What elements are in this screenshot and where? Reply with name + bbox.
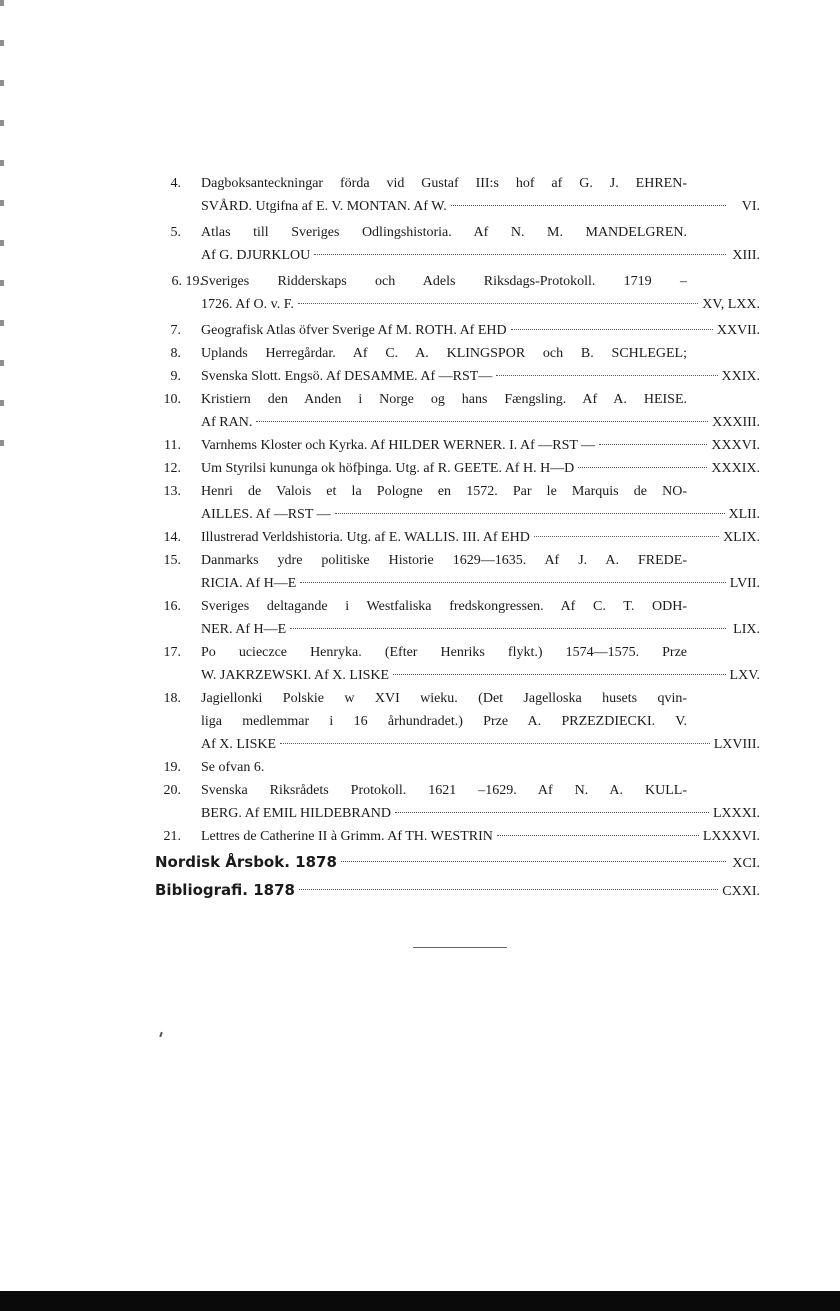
toc-entry [155,457,760,480]
entry-title-line: RICIA. Af H—E [201,576,297,591]
dot-leader [300,582,726,583]
entry-number: 8. [170,346,181,361]
entry-page: XXIX. [721,369,760,384]
entry-number: 10. [163,392,181,407]
section-page: XCI. [732,856,760,871]
entry-title-line: NER. Af H—E [201,622,287,637]
section-title: Nordisk Årsbok. 1878 [155,853,337,871]
scan-speck [159,1032,163,1037]
entry-page: XV, LXX. [702,297,760,312]
dot-leader [451,205,726,206]
entry-number: 4. [170,176,181,191]
entry-title-line: Danmarks ydre politiske Historie 1629—1635. Af J. A. FREDE- [201,553,687,568]
entry-page: XXXIII. [712,415,760,430]
entry-title-line: Lettres de Catherine II à Grimm. Af TH. WESTRIN [201,829,493,844]
dot-leader [578,467,707,468]
dot-leader [298,303,698,304]
toc-entry [155,526,760,549]
toc-entry [155,365,760,388]
entry-title-line: Svenska Riksrådets Protokoll. 1621 –1629. Af N. A. KULL- [201,783,687,798]
dot-leader [511,329,713,330]
entry-number: 9. [170,369,181,384]
dot-leader [341,861,726,862]
entry-number: 14. [163,530,181,545]
dot-leader [534,536,719,537]
entry-page: XXXVI. [711,438,760,453]
entry-page: XLII. [728,507,760,522]
entry-title-line: Uplands Herregårdar. Af C. A. KLINGSPOR och B. SCHLEGEL; [201,346,687,361]
toc-entry [155,549,760,595]
entry-title-line: Af G. DJURKLOU [201,248,311,263]
dot-leader [299,889,718,890]
toc-entry [155,825,760,848]
dot-leader [280,743,710,744]
entry-number: 17. [163,645,181,660]
entry-page: VI. [741,199,760,214]
entry-number: 11. [164,438,181,453]
entry-page: LXV. [729,668,760,683]
toc-entry [155,687,760,756]
toc-entry [155,342,760,365]
dot-leader [393,674,725,675]
toc-entry [155,595,760,641]
toc-entry [155,756,760,779]
entry-page: LVII. [729,576,760,591]
entry-title-line: Dagboksanteckningar förda vid Gustaf III:s hof af G. J. EHREN- [201,176,687,191]
entry-number: 20. [163,783,181,798]
entry-title-line: BERG. Af EMIL HILDEBRAND [201,806,392,821]
dot-leader [256,421,708,422]
section-page: CXXI. [722,884,760,899]
entry-number: 18. [163,691,181,706]
entry-page: LXVIII. [713,737,760,752]
section-title: Bibliografi. 1878 [155,881,295,899]
entry-title-line: Um Styrilsi kununga ok höfþinga. Utg. af R. GEETE. Af H. H—D [201,461,575,476]
entry-number: 6. 19. [171,274,203,289]
section-heading [155,849,760,877]
entry-number: 7. [170,323,181,338]
entry-number: 15. [163,553,181,568]
toc-entry [155,172,760,218]
closing-rule [413,947,507,948]
scan-bottom-border [0,1291,840,1311]
entry-title-line: AILLES. Af —RST — [201,507,331,522]
toc-entry [155,270,760,316]
entry-title-line: W. JAKRZEWSKI. Af X. LISKE [201,668,390,683]
entry-number: 21. [163,829,181,844]
dot-leader [314,254,726,255]
entry-number: 13. [163,484,181,499]
toc-entry [155,434,760,457]
entry-page: XXVII. [716,323,760,338]
entry-page: XLIX. [723,530,760,545]
dot-leader [496,375,717,376]
entry-title-line: Af X. LISKE [201,737,277,752]
dot-leader [599,444,707,445]
entry-title-line: Sveriges Ridderskaps och Adels Riksdags-Protokoll. 1719 – [201,274,687,289]
entry-title-line: Varnhems Kloster och Kyrka. Af HILDER WERNER. I. Af —RST — [201,438,596,453]
entry-title-line: Po ucieczce Henryka. (Efter Henriks flykt.) 1574—1575. Prze [201,645,687,660]
scan-edge-marks [0,0,4,460]
toc-entry [155,319,760,342]
toc-entry [155,221,760,267]
toc-entry [155,641,760,687]
entry-title-line: Kristiern den Anden i Norge og hans Fængsling. Af A. HEISE. [201,392,687,407]
entry-title-line: Geografisk Atlas öfver Sverige Af M. ROTH. Af EHD [201,323,507,338]
entry-number: 16. [163,599,181,614]
entry-title-line: Sveriges deltagande i Westfaliska fredskongressen. Af C. T. ODH- [201,599,687,614]
entry-title-line: Jagiellonki Polskie w XVI wieku. (Det Jagelloska husets qvin- [201,691,687,706]
toc-entry [155,480,760,526]
entry-title-line: SVÅRD. Utgifna af E. V. MONTAN. Af W. [201,199,447,214]
entry-number: 12. [163,461,181,476]
table-of-contents [155,172,760,905]
toc-entry [155,779,760,825]
entry-page: LXXXI. [712,806,760,821]
entry-page: XXXIX. [711,461,760,476]
toc-entry [155,388,760,434]
section-heading [155,877,760,905]
entry-number: 19. [163,760,181,775]
dot-leader [395,812,709,813]
entry-title-line: Svenska Slott. Engsö. Af DESAMME. Af —RST— [201,369,493,384]
entry-title-line: 1726. Af O. v. F. [201,297,294,312]
entry-page: LXXXVI. [702,829,760,844]
entry-page: XIII. [732,248,760,263]
entry-title-line: Atlas till Sveriges Odlingshistoria. Af N. M. MANDELGREN. [201,225,687,240]
entry-title-line: liga medlemmar i 16 århundradet.) Prze A. PRZEZDIECKI. V. [201,714,687,729]
entry-title-line: Henri de Valois et la Pologne en 1572. Par le Marquis de NO- [201,484,687,499]
dot-leader [497,835,699,836]
entry-title-line: Af RAN. [201,415,253,430]
entry-page: LIX. [733,622,760,637]
entry-title-line: Illustrerad Verldshistoria. Utg. af E. WALLIS. III. Af EHD [201,530,530,545]
entry-title-line: Se ofvan 6. [201,760,265,775]
entry-number: 5. [170,225,181,240]
dot-leader [290,628,726,629]
dot-leader [335,513,725,514]
